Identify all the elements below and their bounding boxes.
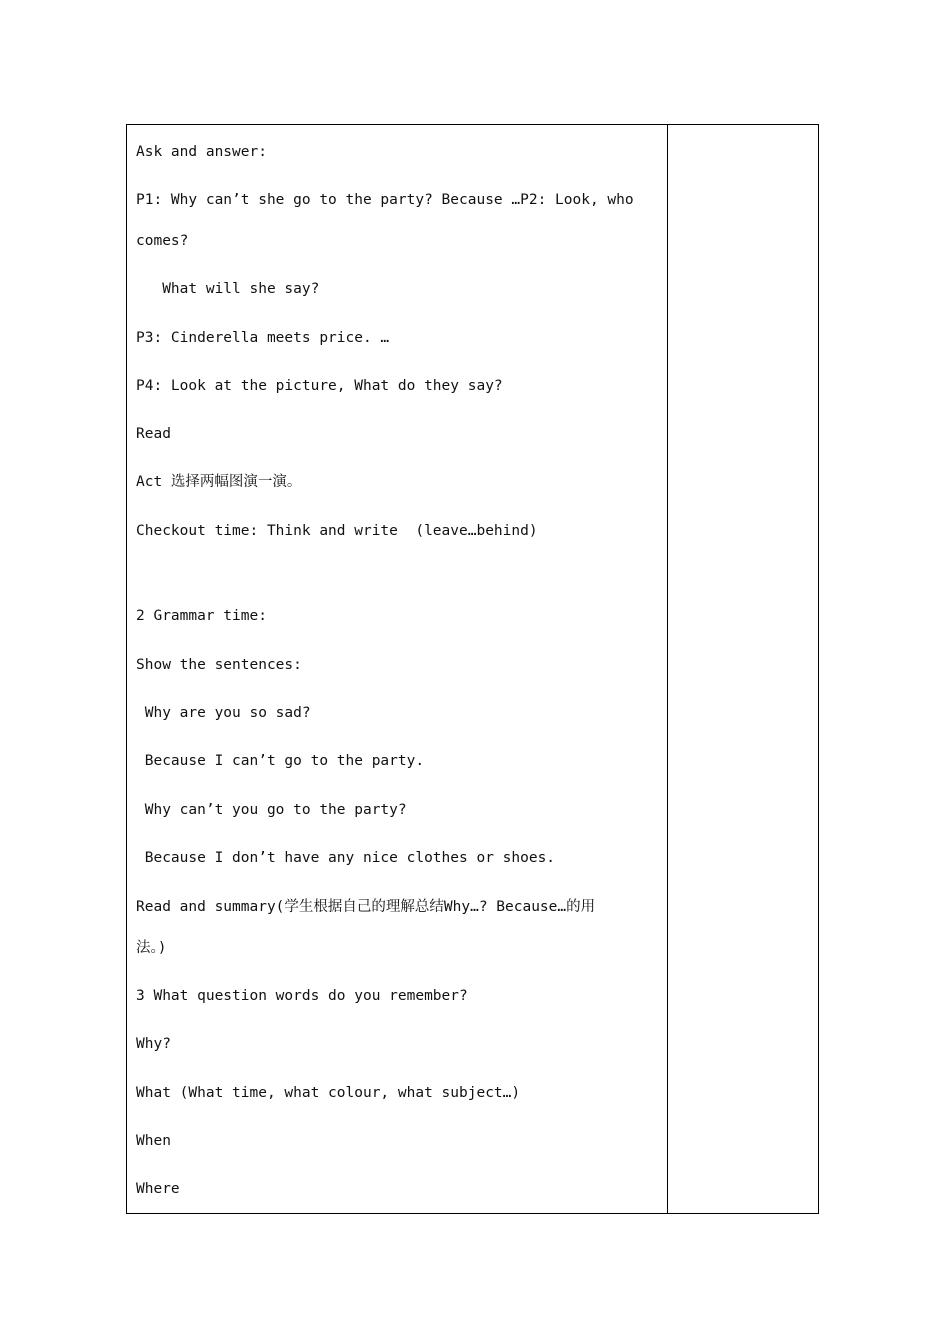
text-line: Because I don’t have any nice clothes or shoes. [136, 850, 556, 866]
lesson-table [126, 124, 819, 1214]
text-line: 2 Grammar time: [136, 608, 267, 624]
text-line: 3 What question words do you remember? [136, 988, 468, 1004]
text-line: P4: Look at the picture, What do they say? [136, 378, 503, 394]
text-line: Act 选择两幅图演一演。 [136, 474, 302, 490]
text-line: P3: Cinderella meets price. … [136, 330, 390, 346]
text-line: P1: Why can’t she go to the party? Because …P2: Look, who [136, 192, 634, 208]
text-line: Read and summary(学生根据自己的理解总结Why…? Because…的用 [136, 899, 596, 915]
text-line: Ask and answer: [136, 144, 267, 160]
text-line: Why are you so sad? [136, 705, 311, 721]
text-line: Show the sentences: [136, 657, 302, 673]
text-line: 法。) [136, 940, 167, 956]
text-line: Why can’t you go to the party? [136, 802, 407, 818]
text-line: Checkout time: Think and write (leave…behind) [136, 523, 538, 539]
text-line: Because I can’t go to the party. [136, 753, 425, 769]
text-line: When [136, 1133, 171, 1149]
text-line: What (What time, what colour, what subject…) [136, 1085, 521, 1101]
text-line: Why? [136, 1036, 171, 1052]
text-line: Read [136, 426, 171, 442]
text-line: Where [136, 1181, 180, 1197]
notes-cell [668, 125, 818, 1213]
text-line: comes? [136, 233, 189, 249]
content-cell [127, 125, 668, 1213]
text-line: What will she say? [136, 281, 320, 297]
